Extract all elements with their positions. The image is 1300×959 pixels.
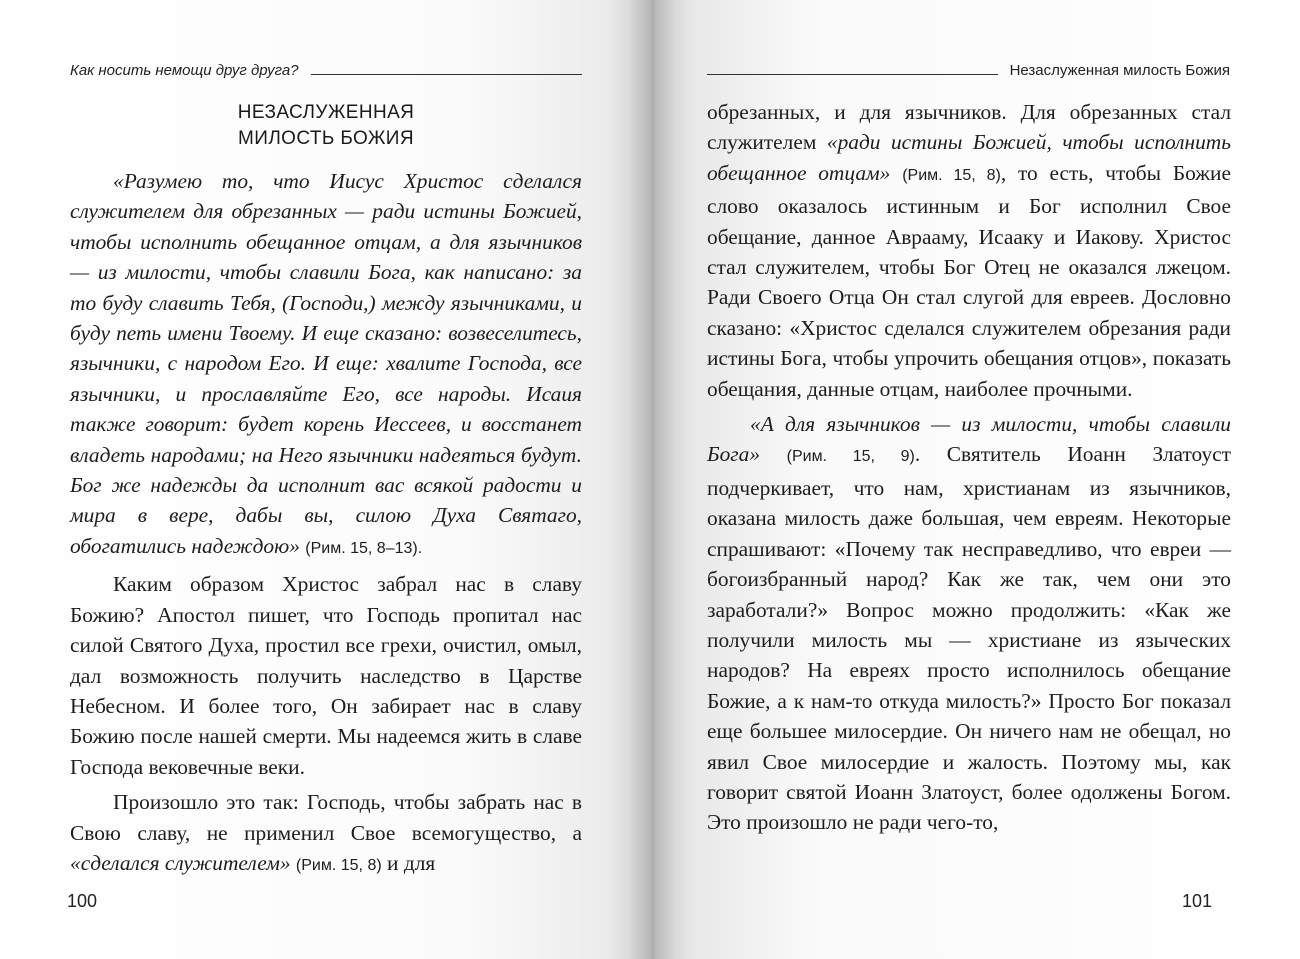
epigraph-quote: «Разумею то, что Иисус Христос сделался служителем для обрезанных — ради истины Божией, чтобы исполнить обещанное отцам, а для язычников — из милости, чтобы славили Бога, как написано: за то буду славить Тебя, (Господи,) между язычниками, и буду петь имени Твоему. И еще сказано: возвеселитесь, язычники, с народом Его. И еще: хвалите Господа, все язычники, и прославляйте Его, все народы. Исаия также говорит: будет корень Иессеев, и восстанет владеть народами; на Него язычники надеяться будут. Бог же надежды да исполнит вас всякой радости и мира в вере, дабы вы, силою Духа Святаго, обогатились надеждою» [70, 169, 582, 558]
right-running-head-text: Незаслуженная милость Божия [1009, 62, 1230, 79]
right-paragraph-1-quote: «ради истины Божией, чтобы исполнить обещанное отцам» [707, 130, 1231, 185]
left-running-head-text: Как носить немощи друг друга? [70, 62, 299, 79]
right-paragraph-1-start: обрезанных, и для язычников. Для обрезанных стал служителем [707, 100, 1231, 155]
left-page-text [70, 166, 582, 881]
right-paragraph-1-end: , то есть, чтобы Божие слово оказалось истинным и Бог исполнил Свое обещание, данное Аврааму, Исааку и Иакову. Христос стал служителем, чтобы Бог Отец не оказался лжецом. Ради Своего Отца Он стал слугой для евреев. Дословно сказано: «Христос сделался служителем обрезания ради истины Бога, чтобы упрочить обещания отцов», показать обещания, данные отцам, наиболее прочными. [707, 160, 1231, 401]
chapter-title-line-1: НЕЗАСЛУЖЕННАЯ [237, 102, 415, 123]
left-paragraph-2: Каким образом Христос забрал нас в славу Божию? Апостол пишет, что Господь пропитал нас силой Святого Духа, простил все грехи, очистил, омыл, дал возможность получить наследство в Царстве Небесном. И более того, Он забирает нас в славу Божию после нашей смерти. Мы надеемся жить в славе Господа вековечные веки. [70, 572, 582, 779]
left-paragraph-3-quote: «сделался служителем» [70, 850, 291, 875]
right-paragraph-2-quote: «А для язычников — из милости, чтобы славили Бога» [707, 412, 1231, 467]
left-running-head-rule [311, 74, 582, 75]
left-page-number: 100 [67, 891, 98, 911]
right-paragraph-2-reference: (Рим. 15, 9) [786, 448, 915, 466]
chapter-title-line-2: МИЛОСТЬ БОЖИЯ [238, 128, 414, 149]
right-running-head-rule [707, 74, 998, 75]
right-paragraph-1-reference: (Рим. 15, 8) [902, 166, 1001, 184]
left-paragraph-3 [70, 787, 582, 881]
left-paragraph-3-reference: (Рим. 15, 8) [295, 856, 382, 874]
left-paragraph-3-end: и для [387, 850, 436, 875]
right-paragraph-1 [707, 97, 1231, 404]
right-page-number: 101 [1182, 891, 1213, 911]
left-paragraph-1 [70, 166, 582, 564]
right-paragraph-2-end: . Святитель Иоанн Златоуст подчеркивает, что нам, христианам из язычников, оказана милость даже большая, чем евреям. Некоторые спрашивают: «Почему так несправедливо, что евреи — богоизбранный народ? Как же так, чем они это заработали?» Вопрос можно продолжить: «Как же получили милость мы — христиане из языческих народов? На евреях просто исполнилось обещание Божие, а к нам-то откуда милость?» Просто Бог показал еще большее милосердие. Он ничего нам не обещал, но явил Свое милосердие и жалость. Поэтому мы, как говорит святой Иоанн Златоуст, более одолжены Богом. Это произошло не ради чего-то, [707, 442, 1231, 835]
chapter-title [70, 100, 582, 152]
epigraph-reference: (Рим. 15, 8–13). [305, 539, 423, 557]
right-page [652, 0, 1300, 959]
right-page-text [707, 97, 1231, 838]
left-running-head [70, 57, 582, 79]
right-paragraph-2 [707, 409, 1231, 838]
right-running-head [707, 57, 1230, 79]
left-paragraph-3-start: Произошло это так: Господь, чтобы забрать нас в Свою славу, не применил Свое всемогущество, а [70, 790, 582, 845]
